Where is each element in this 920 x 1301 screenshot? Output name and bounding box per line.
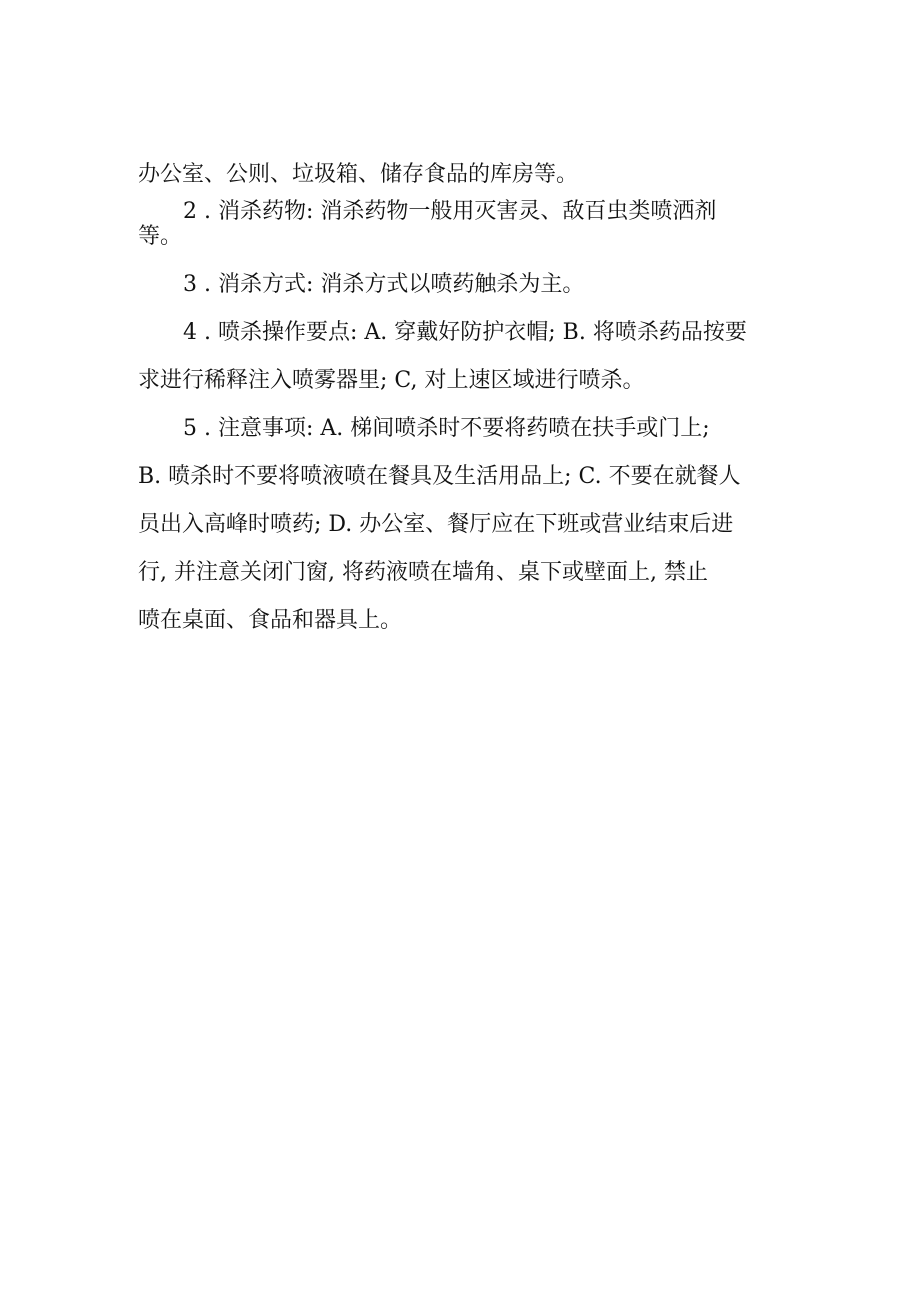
item-5-line-5: 喷在桌面、食品和器具上。 xyxy=(138,608,403,633)
item-4-line-2: 求进行稀释注入喷雾器里; C, 对上速区域进行喷杀。 xyxy=(138,368,645,393)
item-3-line-1: 3 . 消杀方式: 消杀方式以喷药触杀为主。 xyxy=(183,272,585,297)
item-4-line-1: 4 . 喷杀操作要点: A. 穿戴好防护衣帽; B. 将喷杀药品按要 xyxy=(183,320,747,345)
item-5-line-2: B. 喷杀时不要将喷液喷在餐具及生活用品上; C. 不要在就餐人 xyxy=(138,464,741,489)
item-2-line-2: 等。 xyxy=(138,224,183,249)
item-2-line-1: 2 . 消杀药物: 消杀药物一般用灭害灵、敌百虫类喷洒剂 xyxy=(183,199,717,224)
item-5-line-1: 5 . 注意事项: A. 梯间喷杀时不要将药喷在扶手或门上; xyxy=(183,416,710,441)
item-5-line-3: 员出入高峰时喷药; D. 办公室、餐厅应在下班或营业结束后进 xyxy=(138,512,734,537)
text-line-1: 办公室、公则、垃圾箱、储存食品的库房等。 xyxy=(138,162,579,187)
item-5-line-4: 行, 并注意关闭门窗, 将药液喷在墙角、桌下或壁面上, 禁止 xyxy=(138,560,708,585)
